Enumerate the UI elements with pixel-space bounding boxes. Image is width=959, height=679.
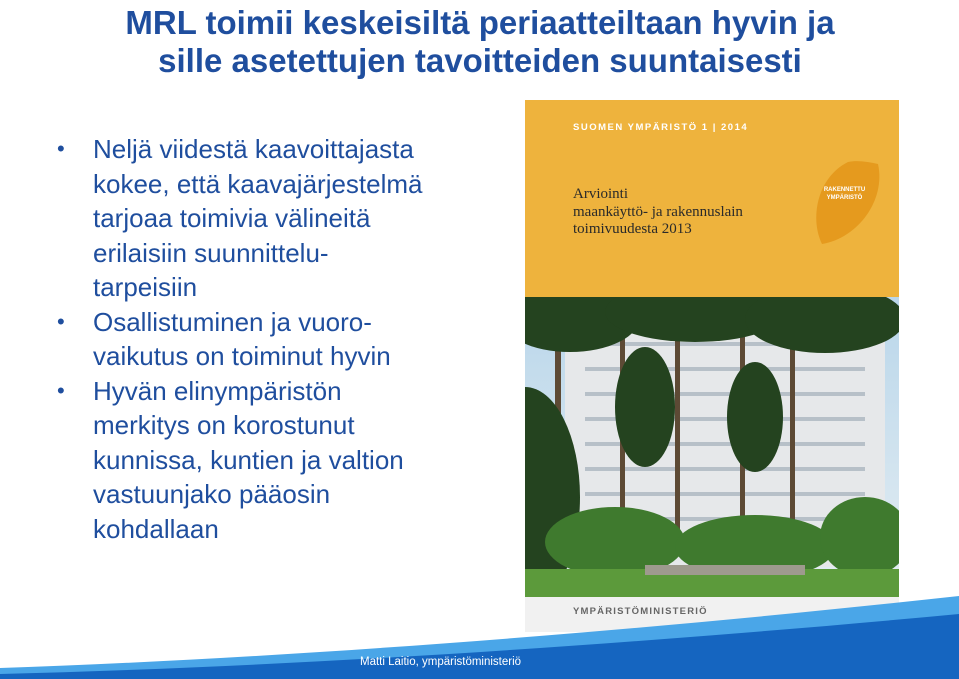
bullet-text-line: tarjoaa toimivia välineitä bbox=[93, 203, 371, 233]
bullet-marker: • bbox=[57, 377, 65, 403]
bullet-text-line: Neljä viidestä kaavoittajasta bbox=[93, 134, 414, 164]
cover-series-label: SUOMEN YMPÄRISTÖ 1 | 2014 bbox=[573, 122, 749, 133]
cover-photo bbox=[525, 297, 899, 597]
cover-badge-text bbox=[817, 187, 872, 202]
bullet-marker: • bbox=[57, 136, 65, 161]
cover-badge-line: YMPÄRISTÖ bbox=[826, 194, 863, 201]
cover-title bbox=[573, 186, 803, 239]
bullet-text-line: Osallistuminen ja vuoro- bbox=[93, 306, 372, 337]
cover-title-line: toimivuudesta 2013 bbox=[573, 221, 692, 237]
bullet-text-line: tarpeisiin bbox=[93, 272, 198, 302]
bullet-item bbox=[55, 305, 515, 374]
leaf-badge-icon bbox=[808, 160, 888, 246]
cover-badge-line: RAKENNETTU bbox=[823, 187, 866, 193]
bullet-text-line: kunnissa, kuntien ja valtion bbox=[93, 444, 404, 475]
bullet-text-line: merkitys on korostunut bbox=[93, 410, 355, 440]
bullet-text-line: kokee, että kaavajärjestelmä bbox=[93, 168, 423, 199]
slide-title bbox=[40, 4, 920, 80]
bullet-item bbox=[55, 132, 515, 305]
slide-title-line: MRL toimii keskeisiltä periaatteiltaan hyvin ja bbox=[125, 4, 835, 41]
bullet-list bbox=[55, 132, 515, 546]
bullet-item bbox=[55, 374, 515, 547]
bullet-text-line: vastuunjako pääosin bbox=[93, 479, 331, 509]
bullet-text-line: erilaisiin suunnittelu- bbox=[93, 237, 329, 268]
bullet-text-line: Hyvän elinympäristön bbox=[93, 375, 342, 406]
footer-author: Matti Laitio, ympäristöministeriö bbox=[360, 656, 522, 668]
report-cover-image bbox=[525, 100, 899, 632]
bullet-marker: • bbox=[57, 308, 65, 334]
cover-publisher: YMPÄRISTÖMINISTERIÖ bbox=[573, 606, 708, 617]
cover-header bbox=[525, 100, 899, 297]
bullet-text-line: vaikutus on toiminut hyvin bbox=[93, 341, 391, 371]
slide-title-line: sille asetettujen tavoitteiden suuntaisesti bbox=[158, 42, 802, 79]
cover-title-line: maankäyttö- ja rakennuslain bbox=[573, 203, 743, 220]
cover-title-line: Arviointi bbox=[573, 186, 628, 202]
bullet-text-line: kohdallaan bbox=[93, 513, 219, 544]
